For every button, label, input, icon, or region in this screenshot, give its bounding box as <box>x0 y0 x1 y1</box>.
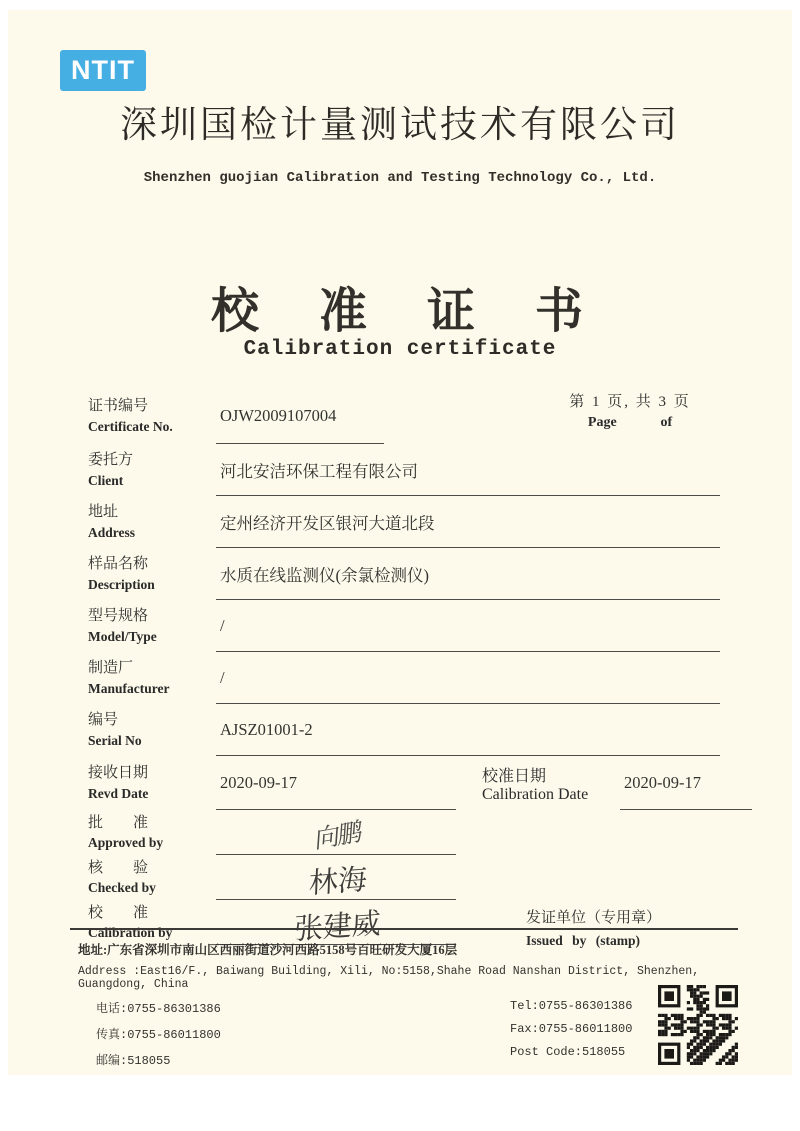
footer-post-en: Post Code:518055 <box>510 1045 626 1059</box>
label-description-cn: 样品名称 <box>88 556 149 573</box>
footer-fax-cn: 传真:0755-86011800 <box>96 1028 221 1042</box>
label-calibration-date <box>456 756 608 810</box>
certificate-form <box>88 388 720 948</box>
row-manufacturer <box>88 652 720 704</box>
label-certificate-no <box>88 388 216 444</box>
label-calibration-by-en: Calibration by <box>88 925 173 941</box>
value-serial-no: AJSZ01001-2 <box>216 704 720 756</box>
label-address-en: Address <box>88 524 136 540</box>
footer-tel-cn: 电话:0755-86301386 <box>96 1002 221 1016</box>
label-address-cn: 地址 <box>88 504 119 521</box>
footer-fax-en: Fax:0755-86011800 <box>510 1022 633 1036</box>
value-manufacturer: / <box>216 652 720 704</box>
company-name-cn: 深圳国检计量测试技术有限公司 <box>120 105 680 146</box>
row-approved-by <box>88 810 720 855</box>
label-checked-by-cn: 核 验 <box>88 859 149 876</box>
label-recv-date-cn: 接收日期 <box>88 765 149 782</box>
label-approved-by-en: Approved by <box>88 835 164 851</box>
row-model-type <box>88 600 720 652</box>
label-checked-by <box>88 855 216 900</box>
signature-checked-line <box>216 855 456 900</box>
footer-contacts-en <box>510 999 632 1068</box>
paper-sheet <box>8 10 792 1075</box>
of-word: of <box>660 415 673 430</box>
value-calibration-date: 2020-09-17 <box>620 756 752 810</box>
row-serial-no <box>88 704 720 756</box>
footer-divider <box>70 928 738 930</box>
label-client-cn: 委托方 <box>88 452 134 469</box>
row-description <box>88 548 720 600</box>
ntit-logo-text: NTIT <box>71 55 135 85</box>
footer <box>70 928 738 1089</box>
signature-checked: 林海 <box>308 863 368 900</box>
row-address <box>88 496 720 548</box>
footer-address-en: Address :East16/F., Baiwang Building, Xili, No:5158,Shahe Road Nanshan District, Shenzhen, Guangdong, China <box>78 965 700 991</box>
signature-approved-line <box>216 810 456 855</box>
value-client: 河北安洁环保工程有限公司 <box>216 444 720 496</box>
label-calibration-date-en: Calibration Date <box>482 785 589 803</box>
label-client <box>88 444 216 496</box>
label-calibration-date-cn: 校准日期 <box>482 767 547 785</box>
row-dates <box>88 756 720 810</box>
label-calibration-by-cn: 校 准 <box>88 904 149 921</box>
label-model-type-cn: 型号规格 <box>88 608 149 625</box>
footer-post-cn: 邮编:518055 <box>96 1054 171 1068</box>
ntit-logo <box>60 50 146 91</box>
row-checked-by <box>88 855 720 900</box>
row-client <box>88 444 720 496</box>
page-word: Page <box>587 415 617 430</box>
label-address <box>88 496 216 548</box>
label-recv-date <box>88 756 216 810</box>
issued-by-cn: 发证单位（专用章） <box>526 910 662 926</box>
value-recv-date: 2020-09-17 <box>216 756 456 810</box>
certificate-title-en: Calibration certificate <box>243 338 557 361</box>
label-approved-by-cn: 批 准 <box>88 814 149 831</box>
signature-calibration: 张建威 <box>293 907 382 946</box>
label-serial-no <box>88 704 216 756</box>
page-info-cn: 第 1 页, 共 3 页 <box>569 394 691 410</box>
row-certificate-no <box>88 388 720 444</box>
label-manufacturer-cn: 制造厂 <box>88 660 134 677</box>
label-client-en: Client <box>88 472 124 488</box>
footer-tel-en: Tel:0755-86301386 <box>510 999 633 1013</box>
value-certificate-no: OJW2009107004 <box>216 388 384 444</box>
label-model-type <box>88 600 216 652</box>
qr-code-icon <box>658 985 738 1065</box>
value-address: 定州经济开发区银河大道北段 <box>216 496 720 548</box>
issued-by-en: Issued by (stamp) <box>526 933 641 948</box>
label-manufacturer-en: Manufacturer <box>88 680 170 696</box>
label-checked-by-en: Checked by <box>88 880 156 896</box>
label-manufacturer <box>88 652 216 704</box>
label-serial-no-en: Serial No <box>88 732 142 748</box>
company-name-en: Shenzhen guojian Calibration and Testing Technology Co., Ltd. <box>143 170 657 186</box>
footer-address-cn: 地址:广东省深圳市南山区西丽街道沙河西路5158号百旺研发大厦16层 <box>78 943 458 957</box>
label-certificate-no-en: Certificate No. <box>88 418 173 434</box>
label-approved-by <box>88 810 216 855</box>
label-description <box>88 548 216 600</box>
value-model-type: / <box>216 600 720 652</box>
label-model-type-en: Model/Type <box>88 628 157 644</box>
label-certificate-no-cn: 证书编号 <box>88 398 149 415</box>
signature-approved: 向鹏 <box>314 818 362 855</box>
label-recv-date-en: Revd Date <box>88 785 149 801</box>
page-info-en <box>540 415 720 431</box>
value-description: 水质在线监测仪(余氯检测仪) <box>216 548 720 600</box>
footer-contacts-cn <box>96 999 221 1077</box>
label-serial-no-cn: 编号 <box>88 712 119 729</box>
footer-contacts <box>70 999 738 1089</box>
certificate-title-cn: 校 准 证 书 <box>210 285 589 338</box>
page-info <box>540 390 720 431</box>
label-description-en: Description <box>88 576 155 592</box>
